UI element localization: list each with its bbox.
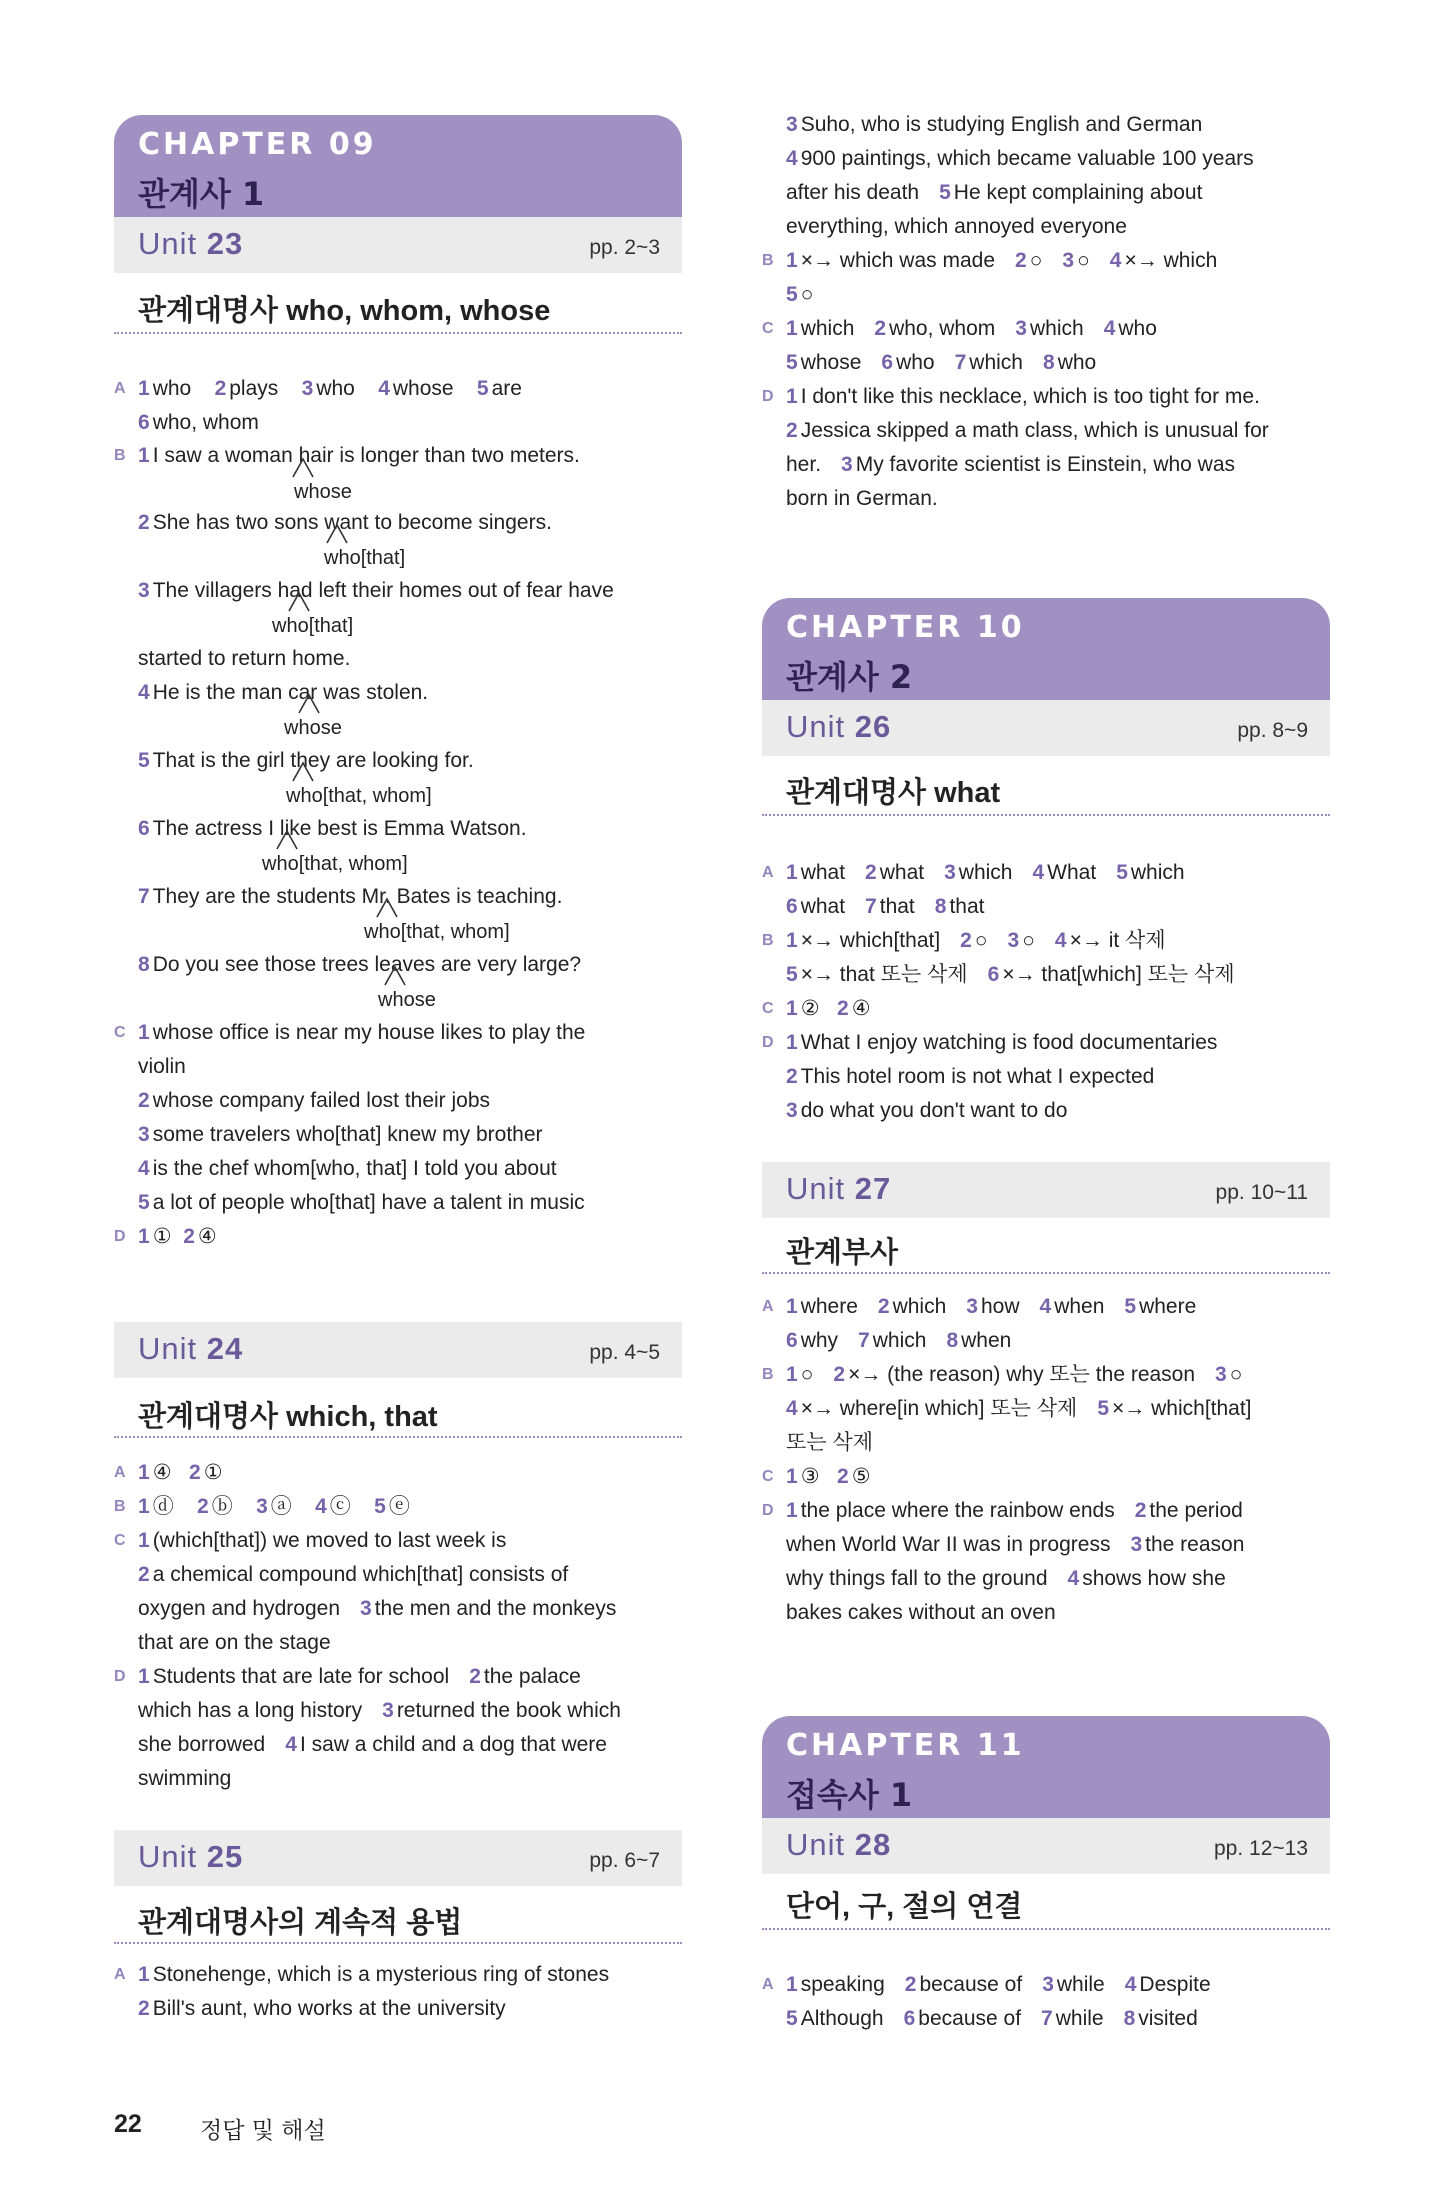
answer-line: 7 They are the students Mr. Bates is teaching. <box>138 885 563 908</box>
unit-28-bar <box>762 1818 1330 1874</box>
section-label-b: B <box>762 252 774 269</box>
answer-line: 1 ×→ which was made 2 ○ 3 ○ 4 ×→ which <box>786 249 1218 272</box>
unit-name: Unit 28 <box>786 1827 892 1862</box>
inserted-word: whose <box>294 481 352 503</box>
chapter-title: 관계사 2 <box>786 658 913 696</box>
insert-caret-icon <box>276 828 298 850</box>
answer-line: 1 who 2 plays 3 who 4 whose 5 are <box>138 377 522 400</box>
section-label-d: D <box>114 1228 126 1245</box>
section-label-a: A <box>762 1976 774 1993</box>
unit-pages: pp. 12~13 <box>1213 1837 1308 1860</box>
answer-line: 1 ③ 2 ⑤ <box>786 1465 871 1488</box>
inserted-word: who[that] <box>324 547 406 569</box>
answer-line: 2 a chemical compound which[that] consists of <box>138 1563 569 1586</box>
answer-line: 1 Stonehenge, which is a mysterious ring of stones <box>138 1963 610 1986</box>
inserted-word: who[that, whom] <box>286 785 432 807</box>
answer-line: that are on the stage <box>138 1631 331 1654</box>
section-label-a: A <box>762 864 774 881</box>
dotted-divider <box>114 1942 682 1944</box>
unit-pages: pp. 4~5 <box>589 1341 660 1364</box>
unit-name: Unit 26 <box>786 709 892 744</box>
insert-caret-icon <box>298 692 320 714</box>
answer-line: 2 Bill's aunt, who works at the university <box>138 1997 506 2020</box>
unit-23-bar <box>114 217 682 273</box>
insert-caret-icon <box>376 896 398 918</box>
section-label-b: B <box>114 1498 126 1515</box>
answer-line: born in German. <box>786 487 938 510</box>
answer-line: 1 Students that are late for school 2 the palace <box>138 1665 581 1688</box>
answer-line: 2 whose company failed lost their jobs <box>138 1089 491 1112</box>
section-label-c: C <box>114 1024 126 1041</box>
unit-name: Unit 25 <box>138 1839 244 1874</box>
section-label-a: A <box>114 1464 126 1481</box>
answer-line: 1 I don't like this necklace, which is too tight for me. <box>786 385 1260 408</box>
answer-line: 1 ×→ which[that] 2 ○ 3 ○ 4 ×→ it 삭제 <box>786 929 1166 952</box>
answer-line: 6 what 7 that 8 that <box>786 895 985 918</box>
answer-line: she borrowed 4 I saw a child and a dog that were <box>138 1733 607 1756</box>
answer-line: 2 She has two sons want to become singers. <box>138 511 552 534</box>
answer-line: 1 what 2 what 3 which 4 What 5 which <box>786 861 1185 884</box>
chapter-title: 접속사 1 <box>786 1776 913 1814</box>
answer-line: 1 ○ 2 ×→ (the reason) why 또는 the reason 3 ○ <box>786 1363 1243 1386</box>
unit-25-bar <box>114 1830 682 1886</box>
answer-line: when World War II was in progress 3 the reason <box>786 1533 1245 1556</box>
answer-line: 1 ⓓ 2 ⓑ 3 ⓐ 4 ⓒ 5 ⓔ <box>138 1495 410 1518</box>
answer-line: 2 This hotel room is not what I expected <box>786 1065 1155 1088</box>
answer-line: 4 900 paintings, which became valuable 100 years <box>786 147 1254 170</box>
answer-line: 또는 삭제 <box>786 1431 873 1454</box>
answer-line: 5 whose 6 who 7 which 8 who <box>786 351 1097 374</box>
answer-line: 5 a lot of people who[that] have a talent in music <box>138 1191 585 1214</box>
section-label-b: B <box>762 1366 774 1383</box>
answer-line: 6 The actress I like best is Emma Watson. <box>138 817 527 840</box>
answer-line: violin <box>138 1055 186 1078</box>
answer-line: 1 the place where the rainbow ends 2 the period <box>786 1499 1243 1522</box>
answer-line: 1 I saw a woman hair is longer than two meters. <box>138 444 580 467</box>
chapter-label: CHAPTER 10 <box>786 610 1025 645</box>
dotted-divider <box>114 332 682 334</box>
answer-line: 1 where 2 which 3 how 4 when 5 where <box>786 1295 1197 1318</box>
chapter-title: 관계사 1 <box>138 175 265 213</box>
answer-line: 3 do what you don't want to do <box>786 1099 1068 1122</box>
inserted-word: whose <box>378 989 436 1011</box>
answer-line: her. 3 My favorite scientist is Einstein, who was <box>786 453 1236 476</box>
dotted-divider <box>762 1272 1330 1274</box>
answer-line: 4 ×→ where[in which] 또는 삭제 5 ×→ which[that] <box>786 1397 1252 1420</box>
answer-line: which has a long history 3 returned the book which <box>138 1699 621 1722</box>
unit-27-bar <box>762 1162 1330 1218</box>
answer-line: 1 (which[that]) we moved to last week is <box>138 1529 507 1552</box>
page-number: 22 <box>114 2110 142 2138</box>
answer-line: 1 ① 2 ④ <box>138 1225 217 1248</box>
section-label-a: A <box>114 1966 126 1983</box>
unit-name: Unit 24 <box>138 1331 244 1366</box>
unit-26-bar <box>762 700 1330 756</box>
answer-line: 3 Suho, who is studying English and German <box>786 113 1203 136</box>
insert-caret-icon <box>384 964 406 986</box>
answer-line: swimming <box>138 1767 232 1790</box>
dotted-divider <box>762 814 1330 816</box>
unit-topic: 관계대명사 what <box>786 777 1001 809</box>
chapter-label: CHAPTER 11 <box>786 1728 1025 1763</box>
section-label-d: D <box>762 1034 774 1051</box>
answer-line: 3 some travelers who[that] knew my brother <box>138 1123 543 1146</box>
section-label-d: D <box>762 1502 774 1519</box>
unit-24-bar <box>114 1322 682 1378</box>
chapter-10-header <box>762 598 1330 700</box>
answer-line: 4 is the chef whom[who, that] I told you about <box>138 1157 557 1180</box>
answer-line: 5 ×→ that 또는 삭제 6 ×→ that[which] 또는 삭제 <box>786 963 1235 986</box>
answer-line: 5 Although 6 because of 7 while 8 visited <box>786 2007 1198 2030</box>
inserted-word: who[that, whom] <box>262 853 408 875</box>
inserted-word: who[that] <box>272 615 354 637</box>
answer-line: 3 The villagers had left their homes out of fear have <box>138 579 614 602</box>
insert-caret-icon <box>292 456 314 478</box>
insert-caret-icon <box>292 760 314 782</box>
unit-pages: pp. 8~9 <box>1237 719 1308 742</box>
inserted-word: whose <box>284 717 342 739</box>
answer-line: everything, which annoyed everyone <box>786 215 1127 238</box>
section-label-b: B <box>762 932 774 949</box>
section-label-b: B <box>114 447 126 464</box>
unit-name: Unit 23 <box>138 226 244 261</box>
answer-line: bakes cakes without an oven <box>786 1601 1056 1624</box>
section-label-c: C <box>114 1532 126 1549</box>
unit-pages: pp. 10~11 <box>1215 1181 1308 1204</box>
dotted-divider <box>114 1436 682 1438</box>
chapter-11-header <box>762 1716 1330 1818</box>
answer-line: started to return home. <box>138 647 351 670</box>
inserted-word: who[that, whom] <box>364 921 510 943</box>
chapter-label: CHAPTER 09 <box>138 127 377 162</box>
unit-topic: 단어, 구, 절의 연결 <box>786 1891 1023 1923</box>
answer-line: 4 He is the man car was stolen. <box>138 681 429 704</box>
section-label-c: C <box>762 1468 774 1485</box>
section-label-a: A <box>762 1298 774 1315</box>
unit-pages: pp. 2~3 <box>589 236 660 259</box>
answer-line: why things fall to the ground 4 shows how she <box>786 1567 1226 1590</box>
unit-topic: 관계대명사 who, whom, whose <box>138 295 551 327</box>
answer-line: 6 why 7 which 8 when <box>786 1329 1012 1352</box>
answer-line: oxygen and hydrogen 3 the men and the monkeys <box>138 1597 617 1620</box>
answer-line: 5 ○ <box>786 283 814 306</box>
insert-caret-icon <box>288 590 310 612</box>
chapter-09-header <box>114 115 682 217</box>
answer-line: 1 ② 2 ④ <box>786 997 871 1020</box>
unit-topic: 관계대명사의 계속적 용법 <box>138 1907 463 1939</box>
section-label-d: D <box>114 1668 126 1685</box>
section-label-c: C <box>762 1000 774 1017</box>
answer-line: 8 Do you see those trees leaves are very large? <box>138 953 582 976</box>
answer-line: 1 What I enjoy watching is food documentaries <box>786 1031 1218 1054</box>
answer-line: after his death 5 He kept complaining about <box>786 181 1203 204</box>
section-label-a: A <box>114 380 126 397</box>
answer-line: 5 That is the girl they are looking for. <box>138 749 474 772</box>
answer-line: 1 speaking 2 because of 3 while 4 Despite <box>786 1973 1211 1996</box>
answer-line: 2 Jessica skipped a math class, which is unusual for <box>786 419 1269 442</box>
footer-label: 정답 및 해설 <box>200 2118 326 2144</box>
answer-line: 1 which 2 who, whom 3 which 4 who <box>786 317 1157 340</box>
insert-caret-icon <box>326 522 348 544</box>
answer-line: 1 ④ 2 ① <box>138 1461 223 1484</box>
unit-pages: pp. 6~7 <box>589 1849 660 1872</box>
dotted-divider <box>762 1928 1330 1930</box>
unit-topic: 관계부사 <box>786 1237 899 1269</box>
unit-name: Unit 27 <box>786 1171 892 1206</box>
section-label-c: C <box>762 320 774 337</box>
answer-line: 1 whose office is near my house likes to play the <box>138 1021 586 1044</box>
unit-topic: 관계대명사 which, that <box>138 1401 438 1433</box>
answer-line: 6 who, whom <box>138 411 259 434</box>
section-label-d: D <box>762 388 774 405</box>
